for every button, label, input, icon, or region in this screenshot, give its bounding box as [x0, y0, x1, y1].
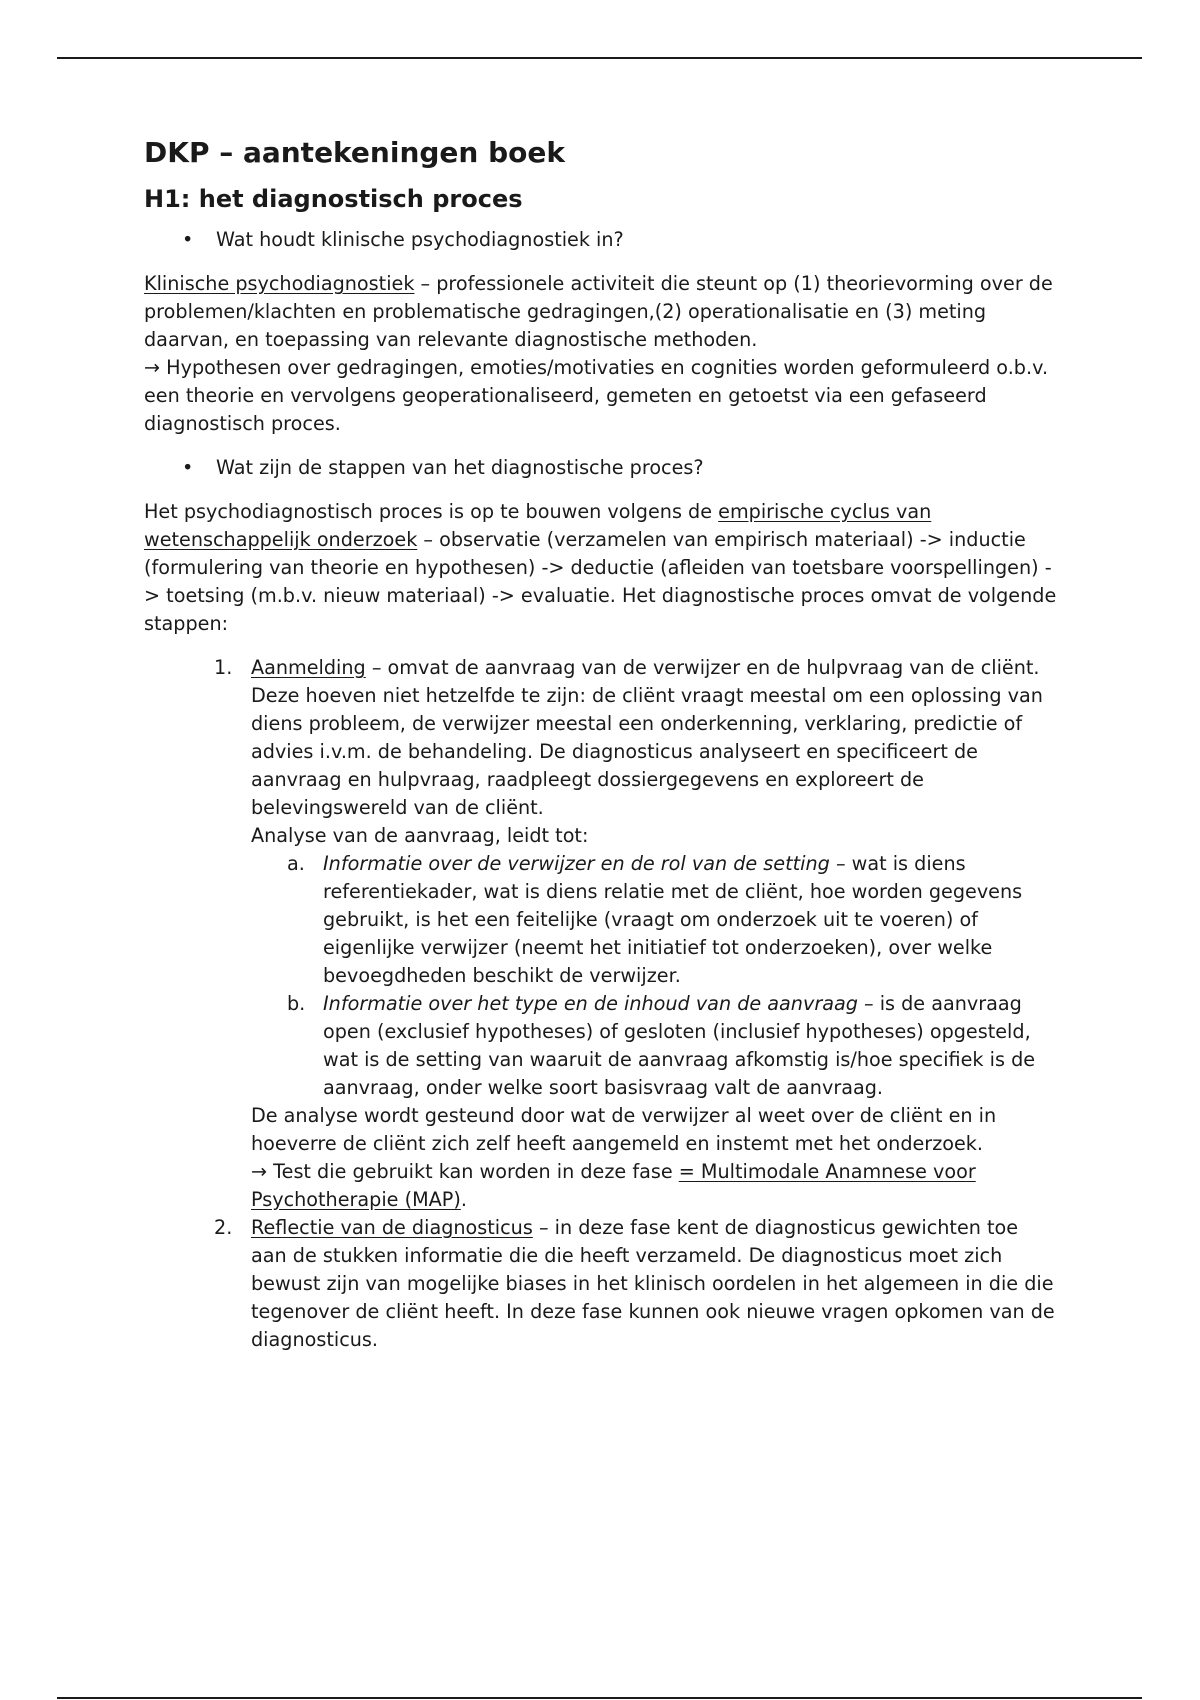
steps-list — [144, 654, 1059, 1354]
sub-list-letter: b. — [287, 992, 306, 1015]
header-rule — [57, 57, 1142, 59]
document-title: DKP – aantekeningen boek — [144, 136, 565, 169]
sub-list-item: a. Informatie over de verwijzer en de rol van de setting – wat is diens referentiekader, wat is diens relatie met de cliënt, hoe worden gegevens gebruikt, is het een feitelijke (vraagt om onderzoek uit te voeren) of eigenlijke verwijzer (neemt het initiatief tot onderzoeken), over welke bevoegdheden beschikt de verwijzer. — [287, 852, 1023, 987]
chapter-heading: H1: het diagnostisch proces — [144, 185, 523, 213]
analysis-after: De analyse wordt gesteund door wat de verwijzer al weet over de cliënt en in hoeverre de cliënt zich zelf heeft aangemeld en instemt met het onderzoek. — [251, 1104, 997, 1155]
bullet-question-1: • Wat houdt klinische psychodiagnostiek in? — [144, 226, 1059, 254]
sub-item-term: Informatie over de verwijzer en de rol van de setting — [323, 852, 830, 875]
list-item: 2. Reflectie van de diagnosticus – in deze fase kent de diagnosticus gewichten toe aan de stukken informatie die die heeft verzameld. De diagnosticus moet zich bewust zijn van mogelijke biases in het klinisch oordelen in het algemeen in die die tegenover de cliënt heeft. In deze fase kunnen ook nieuwe vragen opkomen van de diagnosticus. — [214, 1216, 1055, 1351]
map-test-term: = Multimodale Anamnese voor Psychotherapie (MAP) — [251, 1160, 976, 1211]
process-paragraph: Het psychodiagnostisch proces is op te bouwen volgens de empirische cyclus van wetenschappelijk onderzoek – observatie (verzamelen van empirisch materiaal) -> inductie (formulering van theorie en hypothesen) -> deductie (afleiden van toetsbare voorspellingen) -> toetsing (m.b.v. nieuw materiaal) -> evaluatie. Het diagnostische proces omvat de volgende stappen: — [144, 500, 1057, 635]
footer-rule — [57, 1697, 1142, 1699]
empirical-cycle-term: empirische cyclus van wetenschappelijk onderzoek — [144, 500, 932, 551]
step-term: Aanmelding — [251, 656, 366, 679]
definition-term: Klinische psychodiagnostiek — [144, 272, 415, 295]
list-number: 2. — [214, 1216, 233, 1239]
definition-paragraph: Klinische psychodiagnostiek – professionele activiteit die steunt op (1) theorievorming over de problemen/klachten en problematische gedragingen,(2) operationalisatie en (3) meting daarvan, en toepassing van relevante diagnostische methoden. → Hypothesen over gedragingen, emoties/motivaties en cognities worden geformuleerd o.b.v. een theorie en vervolgens geoperationaliseerd, gemeten en getoetst via een gefaseerd diagnostisch proces. — [144, 270, 1059, 438]
bullet-question-2: • Wat zijn de stappen van het diagnostische proces? — [144, 454, 1059, 482]
test-note: → Test die gebruikt kan worden in deze fase = Multimodale Anamnese voor Psychotherapie (MAP). — [251, 1160, 976, 1211]
sub-item-term: Informatie over het type en de inhoud van de aanvraag — [323, 992, 858, 1015]
sub-list-item: b. Informatie over het type en de inhoud van de aanvraag – is de aanvraag open (exclusief hypotheses) of gesloten (inclusief hypotheses) opgesteld, wat is de setting van waaruit de aanvraag afkomstig is/hoe specifiek is de aanvraag, onder welke soort basisvraag valt de aanvraag. — [287, 992, 1036, 1099]
step-term: Reflectie van de diagnosticus — [251, 1216, 533, 1239]
bullet-icon: • — [182, 456, 194, 479]
list-number: 1. — [214, 656, 233, 679]
sub-list — [251, 850, 1059, 1102]
list-item: 1. Aanmelding – omvat de aanvraag van de verwijzer en de hulpvraag van de cliënt. Deze hoeven niet hetzelfde te zijn: de cliënt vraagt meestal om een oplossing van diens probleem, de verwijzer meestal een onderkenning, verklaring, predictie of advies i.v.m. de behandeling. De diagnosticus analyseert en specificeert de aanvraag en hulpvraag, raadpleegt dossiergegevens en exploreert de belevingswereld van de cliënt. Analyse van de aanvraag, leidt tot: a. Informatie over de verwijzer en de rol van de setting – wat is diens referentiekader, wat is diens relatie met de cliënt, hoe worden gegevens gebruikt, is het een feitelijke (vraagt om onderzoek uit te voeren) of eigenlijke verwijzer (neemt het initiatief tot onderzoeken), over welke bevoegdheden beschikt de verwijzer. b. Informatie over het type en de inhoud van de aanvraag – is de aanvraag open (exclusief hypotheses) of gesloten (inclusief hypotheses) opgesteld, wat is de setting van waaruit de aanvraag afkomstig is/hoe specifiek is de aanvraag, onder welke soort basisvraag valt de aanvraag. De analyse wordt gesteund door wat de verwijzer al weet over de cliënt en in hoeverre de cliënt zich zelf heeft aangemeld en instemt met het onderzoek. → Test die gebruikt kan worden in deze fase = Multimodale Anamnese voor Psychotherapie (MAP). — [144, 654, 1059, 1214]
analysis-intro: Analyse van de aanvraag, leidt tot: — [251, 824, 589, 847]
sub-list-letter: a. — [287, 852, 305, 875]
document-body — [144, 136, 1059, 1354]
definition-arrow-note: → Hypothesen over gedragingen, emoties/motivaties en cognities worden geformuleerd o.b.v. een theorie en vervolgens geoperationaliseerd, gemeten en getoetst via een gefaseerd diagnostisch proces. — [144, 356, 1049, 435]
bullet-icon: • — [182, 228, 194, 251]
